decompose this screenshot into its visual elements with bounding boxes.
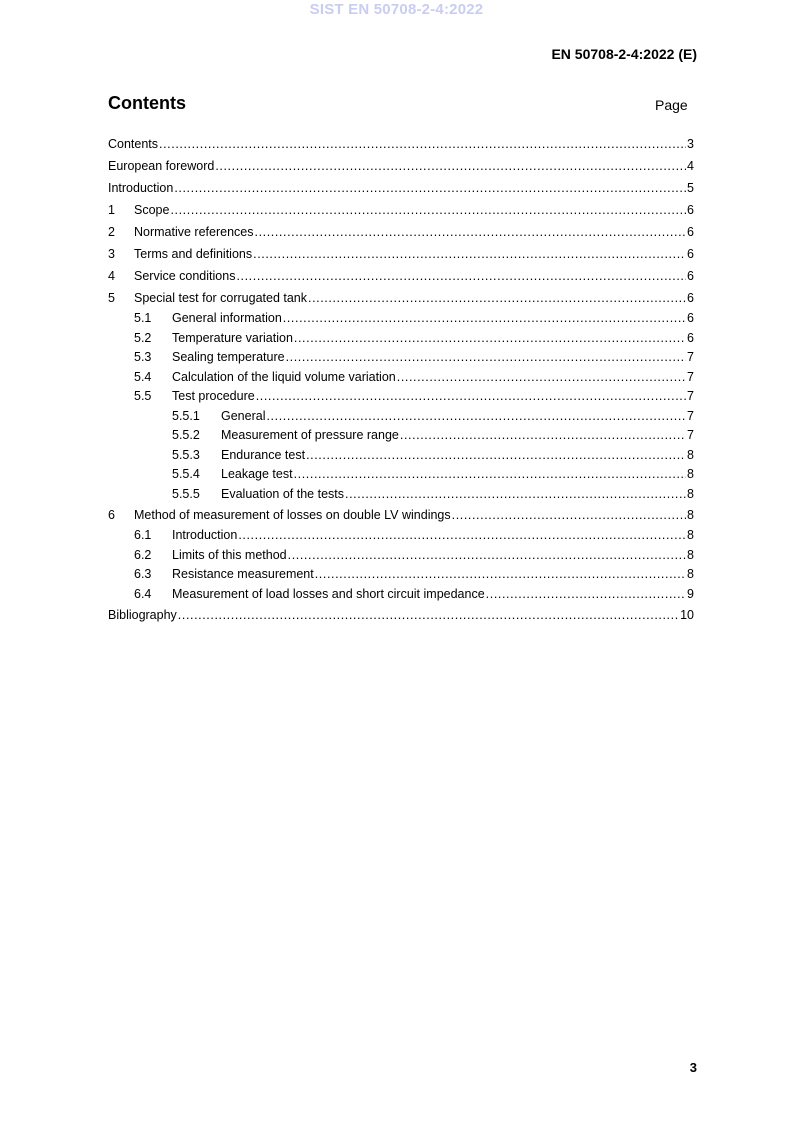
toc-entry[interactable]	[108, 407, 694, 427]
toc-entry-title: Temperature variation	[172, 330, 293, 345]
toc-entry-page: 8	[687, 447, 694, 462]
toc-entry-page: 10	[680, 608, 694, 622]
dot-leader	[178, 609, 679, 622]
dot-leader	[266, 410, 686, 423]
toc-entry-title: Terms and definitions	[134, 247, 253, 261]
toc-entry-number: 5.5.4	[172, 467, 200, 481]
toc-entry[interactable]	[108, 368, 694, 388]
toc-entry-title: Resistance measurement	[172, 567, 314, 581]
toc-entry-title: General	[221, 408, 266, 423]
toc-entry-number: 6.4	[134, 586, 152, 601]
toc-entry[interactable]	[108, 348, 694, 368]
toc-entry-number: 6.2	[134, 547, 152, 562]
document-id: EN 50708-2-4:2022 (E)	[551, 46, 697, 62]
toc-entry-page: 3	[687, 137, 694, 151]
toc-entry-page: 8	[687, 528, 694, 542]
toc-entry-title: Normative references	[134, 225, 254, 239]
toc-entry[interactable]	[108, 243, 694, 265]
toc-entry[interactable]	[108, 199, 694, 221]
toc-entry[interactable]	[108, 177, 694, 199]
toc-entry-page: 6	[687, 311, 694, 325]
toc-entry-number: 5	[108, 291, 115, 305]
toc-entry-title: Introduction	[108, 181, 174, 195]
toc-entry-page: 8	[687, 508, 694, 522]
dot-leader	[286, 351, 686, 364]
toc-entry-number: 2	[108, 225, 115, 239]
toc-entry[interactable]	[108, 287, 694, 309]
dot-leader	[400, 429, 686, 442]
dot-leader	[238, 529, 686, 542]
toc-entry-page: 8	[687, 486, 694, 501]
toc-entry-page: 6	[687, 330, 694, 345]
toc-entry-title: Calculation of the liquid volume variation	[172, 369, 396, 384]
dot-leader	[306, 449, 686, 462]
dot-leader	[294, 468, 686, 481]
toc-entry[interactable]	[108, 504, 694, 526]
toc-entry-title: General information	[172, 311, 282, 325]
toc-entry-number: 5.1	[134, 311, 152, 325]
page-column-label: Page	[655, 97, 688, 113]
dot-leader	[215, 160, 686, 173]
dot-leader	[283, 312, 686, 325]
page-number: 3	[689, 1060, 697, 1075]
dot-leader	[159, 138, 686, 151]
toc-entry-page: 8	[687, 547, 694, 562]
toc-entry-page: 7	[687, 408, 694, 423]
toc-entry-title: Introduction	[172, 528, 238, 542]
toc-entry-number: 4	[108, 269, 115, 283]
toc-entry-number: 5.5.2	[172, 428, 200, 442]
dot-leader	[236, 270, 686, 283]
toc-entry-title: Measurement of pressure range	[221, 428, 399, 442]
toc-entry-number: 6.1	[134, 528, 152, 542]
toc-entry[interactable]	[108, 546, 694, 566]
toc-entry[interactable]	[108, 604, 694, 626]
toc-entry-number: 3	[108, 247, 115, 261]
dot-leader	[452, 509, 686, 522]
toc-entry-title: Limits of this method	[172, 547, 287, 562]
toc-entry[interactable]	[108, 465, 694, 485]
contents-heading: Contents	[108, 93, 186, 113]
dot-leader	[255, 226, 687, 239]
toc-entry-page: 6	[687, 291, 694, 305]
toc-entry-title: Sealing temperature	[172, 350, 285, 364]
toc-entry[interactable]	[108, 485, 694, 505]
dot-leader	[294, 332, 686, 345]
toc-entry[interactable]	[108, 526, 694, 546]
dot-leader	[308, 292, 686, 305]
toc-entry[interactable]	[108, 585, 694, 605]
toc-entry-title: Endurance test	[221, 447, 306, 462]
toc-entry[interactable]	[108, 133, 694, 155]
toc-entry-page: 6	[687, 203, 694, 217]
toc-entry[interactable]	[108, 265, 694, 287]
toc-entry-title: Measurement of load losses and short circuit impedance	[172, 586, 485, 601]
dot-leader	[253, 248, 686, 261]
toc-entry[interactable]	[108, 329, 694, 349]
dot-leader	[315, 568, 686, 581]
toc-entry-page: 7	[687, 350, 694, 364]
toc-entry[interactable]	[108, 446, 694, 466]
dot-leader	[174, 182, 686, 195]
toc-entry-title: Scope	[134, 203, 170, 217]
toc-entry-title: European foreword	[108, 159, 215, 173]
toc-entry-title: Special test for corrugated tank	[134, 291, 308, 305]
toc-entry-number: 5.5.3	[172, 447, 200, 462]
toc-entry-page: 4	[687, 159, 694, 173]
toc-entry-page: 8	[687, 467, 694, 481]
toc-entry-number: 5.5.1	[172, 408, 200, 423]
toc-entry-number: 5.3	[134, 350, 152, 364]
toc-entry-title: Bibliography	[108, 608, 177, 622]
toc-entry-page: 5	[687, 181, 694, 195]
toc-entry-page: 7	[687, 369, 694, 384]
dot-leader	[486, 588, 686, 601]
toc-entry-title: Service conditions	[134, 269, 236, 283]
dot-leader	[170, 204, 686, 217]
toc-entry-number: 6	[108, 508, 115, 522]
table-of-contents	[108, 133, 694, 626]
toc-entry[interactable]	[108, 387, 694, 407]
dot-leader	[288, 549, 686, 562]
toc-entry[interactable]	[108, 309, 694, 329]
toc-entry-page: 7	[687, 428, 694, 442]
toc-entry-number: 1	[108, 203, 115, 217]
toc-entry-title: Test procedure	[172, 389, 255, 403]
toc-entry-title: Evaluation of the tests	[221, 486, 344, 501]
toc-entry[interactable]	[108, 426, 694, 446]
toc-entry-page: 6	[687, 247, 694, 261]
toc-entry-page: 8	[687, 567, 694, 581]
toc-entry[interactable]	[108, 221, 694, 243]
dot-leader	[397, 371, 686, 384]
toc-entry-page: 6	[687, 225, 694, 239]
toc-entry[interactable]	[108, 155, 694, 177]
toc-entry-title: Leakage test	[221, 467, 293, 481]
dot-leader	[256, 390, 686, 403]
toc-entry[interactable]	[108, 565, 694, 585]
watermark: SIST EN 50708-2-4:2022	[309, 1, 484, 18]
toc-entry-title: Method of measurement of losses on double LV windings	[134, 508, 451, 522]
toc-entry-page: 9	[687, 586, 694, 601]
toc-entry-page: 6	[687, 269, 694, 283]
toc-entry-number: 5.5	[134, 389, 152, 403]
toc-entry-number: 5.2	[134, 330, 152, 345]
toc-entry-page: 7	[687, 389, 694, 403]
toc-entry-title: Contents	[108, 137, 159, 151]
toc-entry-number: 5.5.5	[172, 486, 200, 501]
toc-entry-number: 6.3	[134, 567, 152, 581]
toc-entry-number: 5.4	[134, 369, 152, 384]
dot-leader	[345, 488, 686, 501]
